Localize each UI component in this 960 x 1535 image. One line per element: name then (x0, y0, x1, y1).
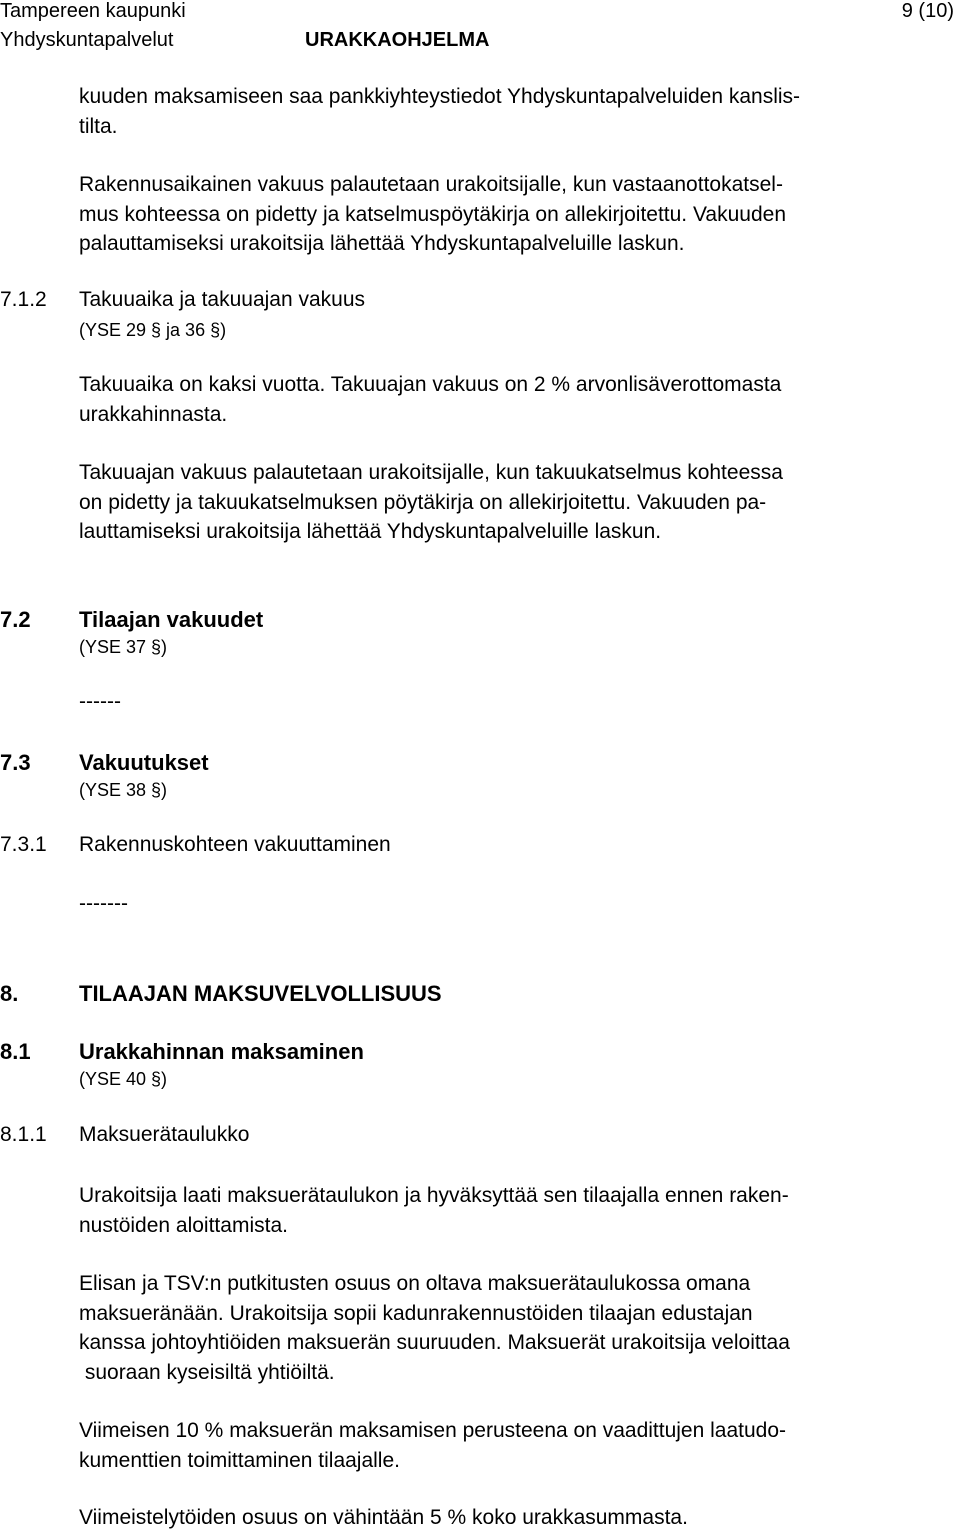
header-org: Tampereen kaupunki (0, 0, 186, 22)
text-line: Urakoitsija laati maksuerätaulukon ja hyväksyttää sen tilaajalla ennen raken- (79, 1184, 789, 1207)
placeholder-dashes: ------- (79, 892, 128, 915)
text-line: nustöiden aloittamista. (79, 1213, 288, 1237)
text-line: on pidetty ja takuukatselmuksen pöytäkirja on allekirjoitettu. Vakuuden pa- (79, 490, 767, 514)
section-number: 7.3.1 (0, 833, 47, 856)
text-line: Takuuajan vakuus palautetaan urakoitsijalle, kun takuukatselmus kohteessa (79, 461, 783, 484)
text-line: Viimeisen 10 % maksuerän maksamisen perusteena on vaadittujen laatudo- (79, 1419, 787, 1442)
text-line: tilta. (79, 114, 118, 138)
text-line: kumenttien toimittaminen tilaajalle. (79, 1448, 400, 1472)
section-reference: (YSE 38 §) (79, 780, 168, 800)
section-reference: (YSE 29 § ja 36 §) (79, 320, 227, 340)
header-doc-title: URAKKAOHJELMA (305, 29, 490, 51)
text-line: mus kohteessa on pidetty ja katselmuspöytäkirja on allekirjoitettu. Vakuuden (79, 202, 786, 226)
section-reference: (YSE 40 §) (79, 1069, 168, 1089)
text-line: kuuden maksamiseen saa pankkiyhteystiedot Yhdyskuntapalveluiden kanslis- (79, 85, 801, 108)
header-dept: Yhdyskuntapalvelut (0, 29, 174, 51)
text-line: urakkahinnasta. (79, 402, 228, 426)
placeholder-dashes: ------ (79, 690, 121, 713)
header-page-number: 9 (10) (901, 0, 954, 22)
section-reference: (YSE 37 §) (79, 637, 168, 657)
text-line: Viimeistelytöiden osuus on vähintään 5 % koko urakkasummasta. (79, 1506, 688, 1529)
text-line: lauttamiseksi urakoitsija lähettää Yhdyskuntapalveluille laskun. (79, 520, 662, 543)
section-number: 7.1.2 (0, 288, 47, 311)
text-line: Rakennusaikainen vakuus palautetaan urakoitsijalle, kun vastaanottokatsel- (79, 173, 783, 196)
text-line: maksueränään. Urakoitsija sopii kadunrakennustöiden tilaajan edustajan (79, 1301, 753, 1325)
chapter-title: TILAAJAN MAKSUVELVOLLISUUS (79, 981, 442, 1006)
chapter-number: 8. (0, 981, 19, 1006)
paragraph (79, 1503, 688, 1533)
paragraph (79, 370, 781, 429)
text-line: Elisan ja TSV:n putkitusten osuus on oltava maksuerätaulukossa omana (79, 1272, 751, 1295)
section-title: Urakkahinnan maksaminen (79, 1039, 364, 1064)
section-title: Vakuutukset (79, 750, 209, 775)
paragraph (79, 170, 786, 259)
section-number: 8.1 (0, 1039, 31, 1064)
text-line: Takuuaika on kaksi vuotta. Takuuajan vakuus on 2 % arvonlisäverottomasta (79, 373, 782, 396)
section-number: 7.2 (0, 607, 31, 632)
section-title: Maksuerätaulukko (79, 1123, 250, 1146)
paragraph (79, 458, 783, 547)
paragraph (79, 82, 800, 141)
section-title: Tilaajan vakuudet (79, 607, 264, 632)
text-line: suoraan kyseisiltä yhtiöiltä. (79, 1360, 335, 1384)
section-title: Takuuaika ja takuuajan vakuus (79, 288, 366, 311)
paragraph (79, 1416, 786, 1475)
section-title: Rakennuskohteen vakuuttaminen (79, 833, 391, 856)
text-line: kanssa johtoyhtiöiden maksuerän suuruuden. Maksuerät urakoitsija veloittaa (79, 1331, 790, 1354)
text-line: palauttamiseksi urakoitsija lähettää Yhdyskuntapalveluille laskun. (79, 232, 685, 255)
section-number: 7.3 (0, 750, 31, 775)
section-number: 8.1.1 (0, 1123, 47, 1146)
paragraph (79, 1269, 790, 1387)
paragraph (79, 1181, 789, 1240)
